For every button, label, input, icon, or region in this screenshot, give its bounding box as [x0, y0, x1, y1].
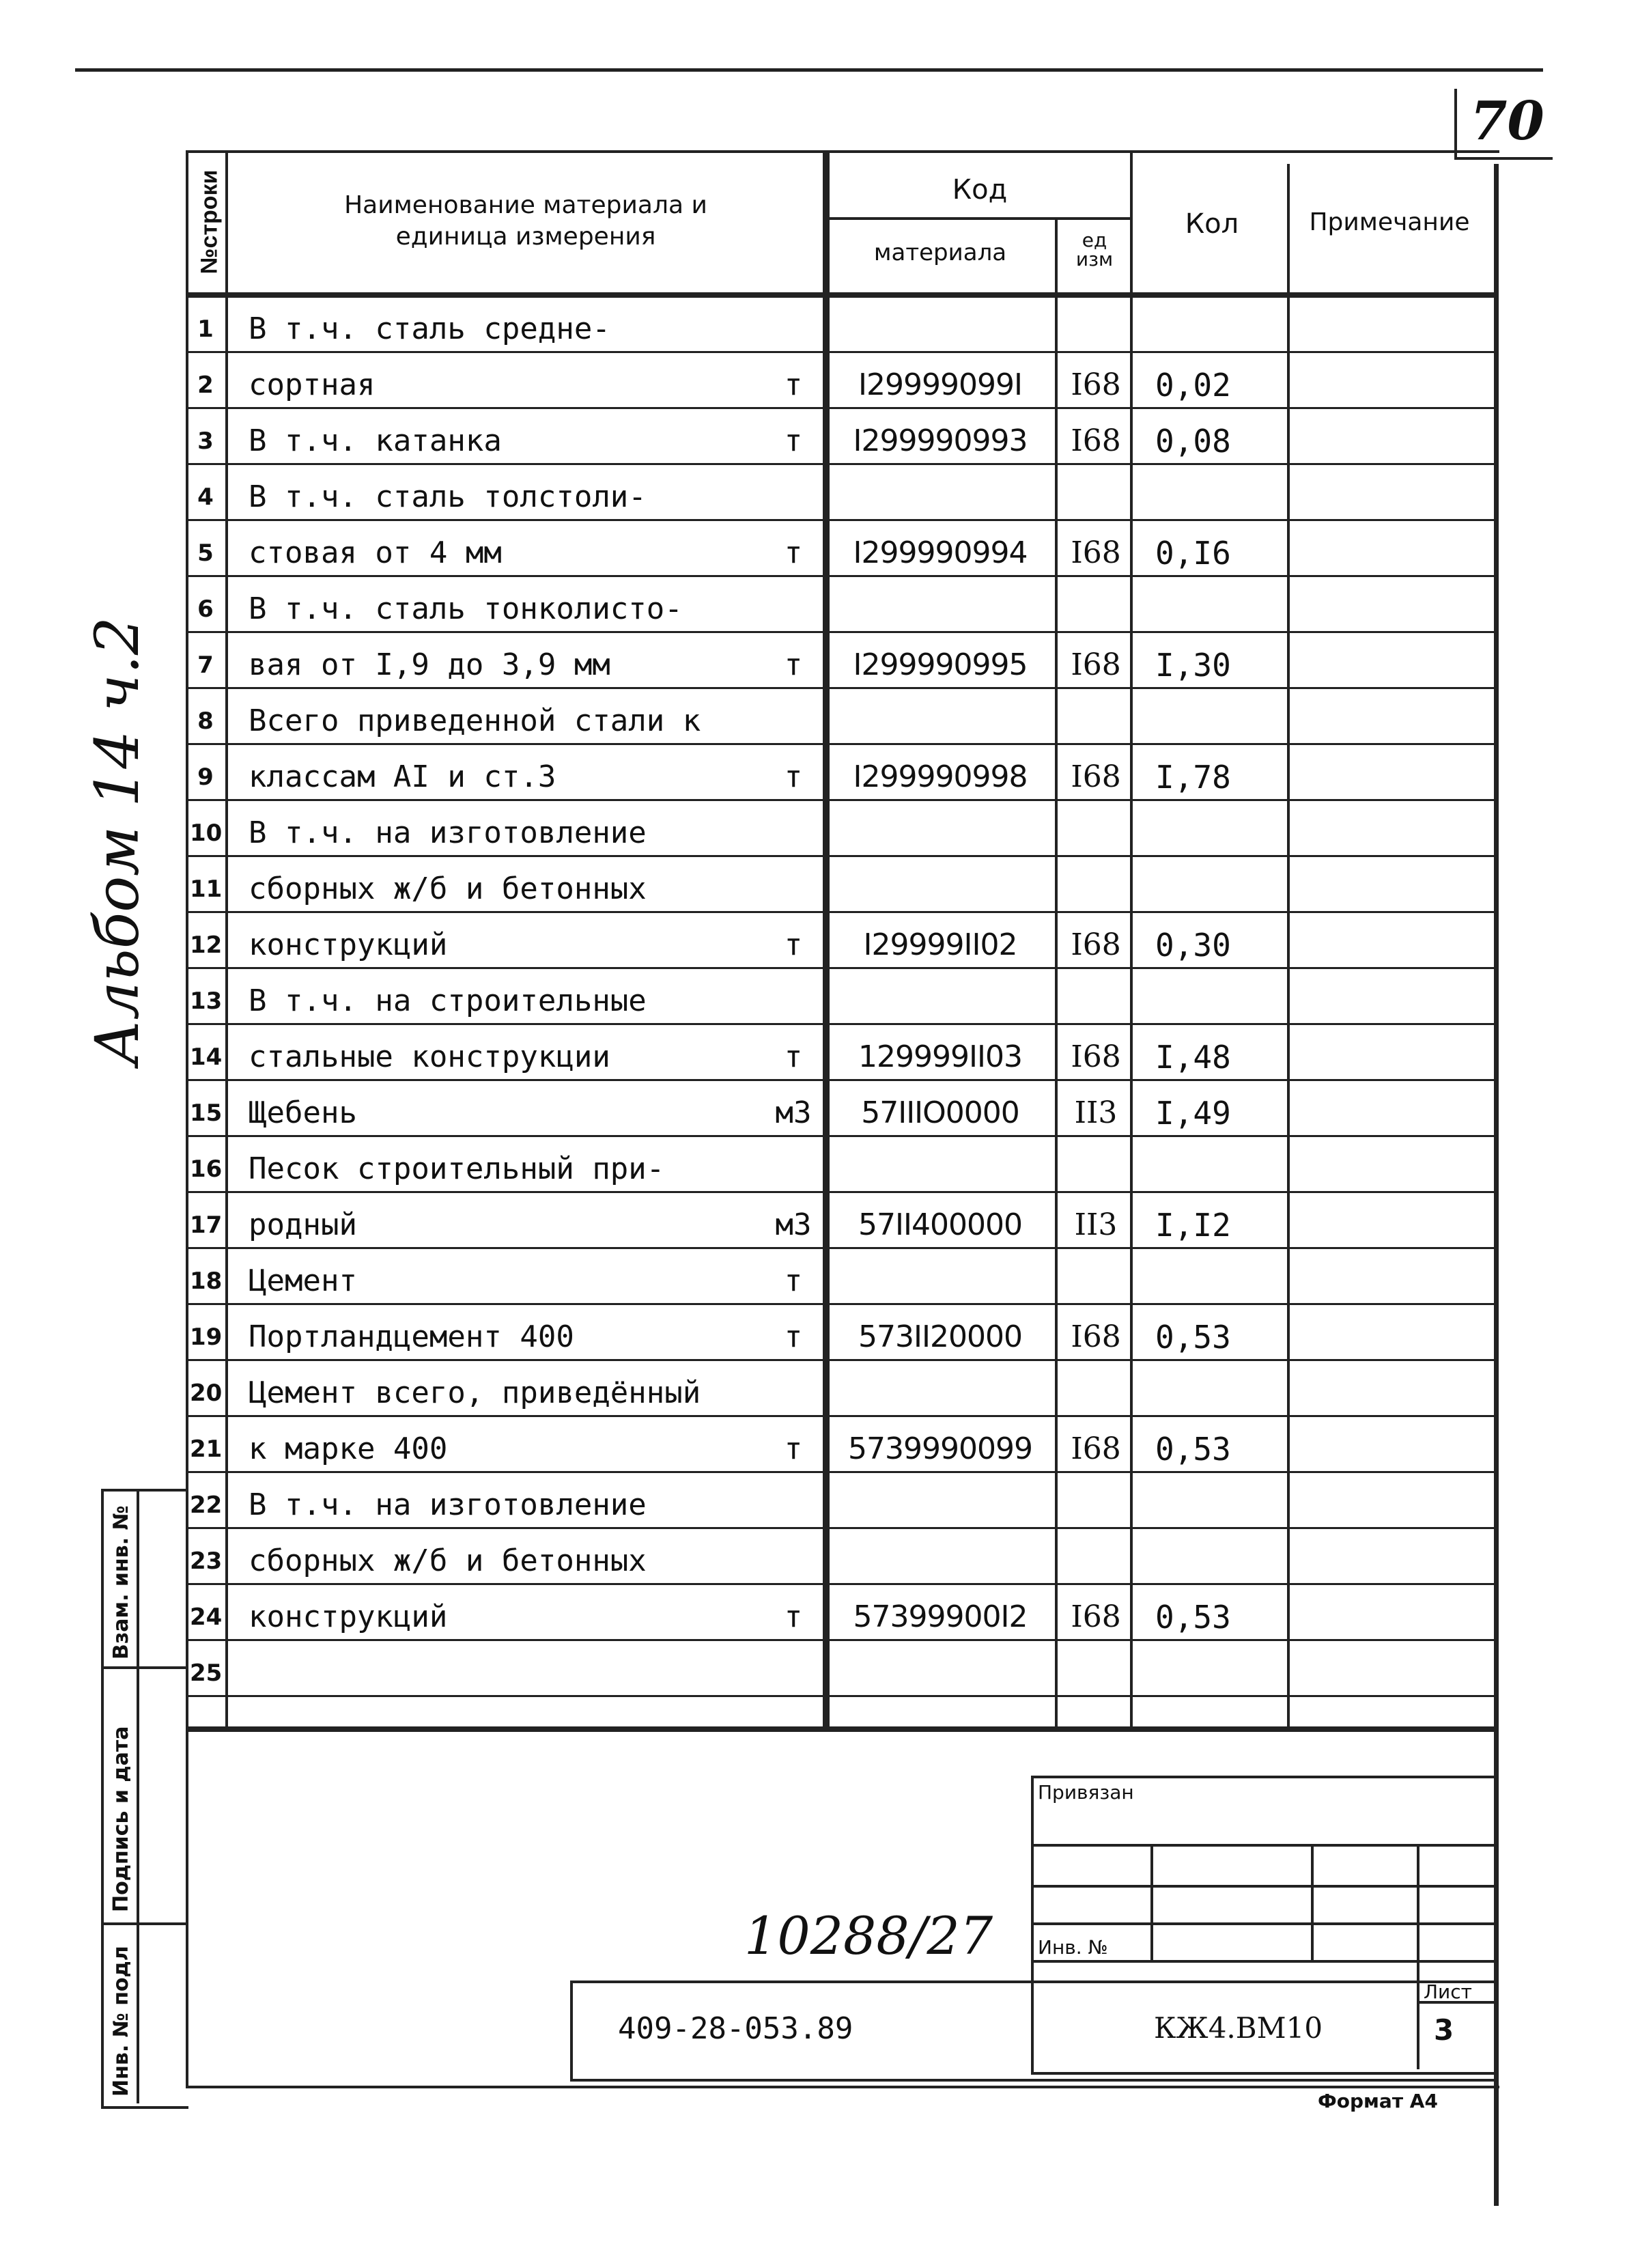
unit-code: I68 — [1071, 535, 1121, 570]
row-rule — [186, 1527, 1497, 1529]
row-rule — [186, 631, 1497, 633]
material-name: сборных ж/б и бетонных — [249, 1543, 647, 1578]
row-rule — [186, 1639, 1497, 1641]
row-rule — [186, 1359, 1497, 1361]
table-row — [186, 1530, 1497, 1586]
material-code: 57II400000 — [858, 1207, 1022, 1242]
unit-of-measure: м3 — [775, 1207, 812, 1242]
row-number: 7 — [197, 652, 214, 679]
quantity — [1142, 802, 1319, 858]
header-name: Наименование материала и единица измерения — [344, 191, 707, 251]
material-code — [828, 690, 1053, 746]
table-bottom-rule — [186, 1726, 1497, 1732]
privyazan-rule-1 — [1031, 1844, 1495, 1847]
row-rule — [186, 519, 1497, 521]
row-rule — [186, 687, 1497, 689]
row-number: 21 — [190, 1436, 223, 1463]
unit-of-measure — [746, 466, 841, 522]
row-rule — [186, 911, 1497, 913]
table-row — [186, 634, 1497, 690]
material-code: I299990998 — [853, 759, 1028, 794]
unit-of-measure — [746, 1362, 841, 1418]
row-number: 12 — [190, 932, 223, 959]
material-code: 5739990099 — [848, 1431, 1032, 1466]
row-number: 25 — [190, 1660, 223, 1687]
row-rule — [186, 575, 1497, 577]
row-number: 10 — [190, 820, 223, 847]
side-stamp-divider — [137, 1489, 139, 2103]
row-number: 23 — [190, 1548, 223, 1575]
table-row — [186, 1362, 1497, 1418]
table-row — [186, 1138, 1497, 1194]
material-code — [828, 1138, 1053, 1194]
unit-code — [1058, 690, 1133, 746]
header-code-unit: ед изм — [1075, 229, 1114, 270]
table-row — [186, 410, 1497, 466]
row-number: 20 — [190, 1380, 223, 1407]
unit-of-measure: т — [784, 423, 803, 458]
quantity — [1142, 1250, 1319, 1306]
stamp-vzam: Взам. инв. № — [109, 1505, 133, 1660]
unit-of-measure — [746, 1530, 841, 1586]
material-name: В т.ч. на строительные — [249, 983, 647, 1018]
privyazan-col-1 — [1150, 1844, 1153, 1960]
unit-of-measure — [746, 1474, 841, 1530]
quantity: I,48 — [1155, 1039, 1231, 1076]
material-name: к марке 400 — [249, 1431, 448, 1466]
unit-code: I68 — [1071, 1319, 1121, 1354]
unit-of-measure: т — [784, 1319, 803, 1354]
row-number: 6 — [197, 596, 214, 623]
material-name: Портландцемент 400 — [249, 1319, 574, 1354]
privyazan-rule-2 — [1031, 1885, 1495, 1888]
unit-of-measure — [746, 1642, 841, 1698]
row-number: 24 — [190, 1604, 223, 1631]
row-rule — [186, 799, 1497, 801]
privyazan-rule-3 — [1031, 1922, 1495, 1925]
unit-of-measure: т — [784, 1039, 803, 1074]
row-number: 5 — [197, 540, 214, 567]
quantity — [1142, 1362, 1319, 1418]
material-code — [828, 1250, 1053, 1306]
quantity: I,49 — [1155, 1095, 1231, 1132]
material-name: родный — [249, 1207, 357, 1242]
stamp-podpis: Подпись и дата — [109, 1726, 133, 1912]
row-number: 16 — [190, 1156, 223, 1183]
sheet-number: 3 — [1434, 2013, 1454, 2047]
material-name: конструкций — [249, 927, 448, 962]
unit-of-measure — [746, 970, 841, 1026]
material-name: Цемент всего, приведённый — [249, 1375, 701, 1410]
quantity — [1142, 1642, 1319, 1698]
row-number: 11 — [190, 876, 223, 903]
material-code — [828, 1474, 1053, 1530]
header-row-number: №строки — [196, 169, 223, 275]
unit-of-measure: т — [784, 759, 803, 794]
table-row — [186, 354, 1497, 410]
unit-code: I68 — [1071, 423, 1121, 458]
row-number: 18 — [190, 1268, 223, 1295]
quantity — [1142, 1530, 1319, 1586]
table-row — [186, 1474, 1497, 1530]
row-rule — [186, 463, 1497, 465]
row-rule — [186, 743, 1497, 745]
privyazan-rule-4 — [1031, 1960, 1495, 1963]
material-code — [828, 578, 1053, 634]
unit-of-measure: т — [784, 927, 803, 962]
material-code — [828, 858, 1053, 914]
table-row — [186, 1306, 1497, 1362]
material-name: Всего приведенной стали к — [249, 703, 701, 738]
row-number: 4 — [197, 484, 214, 511]
table-row — [186, 690, 1497, 746]
unit-of-measure — [746, 1138, 841, 1194]
privyazan-label: Привязан — [1038, 1781, 1134, 1804]
unit-code: I68 — [1071, 1431, 1121, 1466]
quantity: 0,I6 — [1155, 535, 1231, 572]
table-row — [186, 1418, 1497, 1474]
unit-of-measure: т — [784, 1431, 803, 1466]
sheet-code: КЖ4.ВМ10 — [1154, 2011, 1323, 2045]
material-code: 129999II03 — [858, 1039, 1022, 1074]
row-rule — [186, 1415, 1497, 1417]
quantity — [1142, 1138, 1319, 1194]
material-code — [828, 970, 1053, 1026]
table-row — [186, 1586, 1497, 1642]
material-code: I29999II02 — [863, 927, 1017, 962]
quantity: 0,02 — [1155, 367, 1231, 404]
unit-of-measure: т — [784, 1263, 803, 1298]
row-rule — [186, 1191, 1497, 1193]
row-number: 9 — [197, 764, 214, 791]
material-code: 57IIIO0000 — [861, 1095, 1019, 1130]
table-row — [186, 1250, 1497, 1306]
table-row — [186, 1026, 1497, 1082]
row-number: 8 — [197, 708, 214, 735]
material-name: В т.ч. катанка — [249, 423, 502, 458]
unit-of-measure — [746, 690, 841, 746]
unit-code — [1058, 858, 1133, 914]
side-stamp-rule-2 — [101, 1922, 186, 1925]
top-rule — [75, 68, 1543, 72]
unit-code — [1058, 1138, 1133, 1194]
quantity: 0,08 — [1155, 423, 1231, 460]
table-row — [186, 522, 1497, 578]
row-rule — [186, 1135, 1497, 1137]
quantity: 0,53 — [1155, 1599, 1231, 1636]
row-rule — [186, 1023, 1497, 1025]
row-number: 22 — [190, 1492, 223, 1519]
stamp-inv-podl: Инв. № подл — [109, 1946, 133, 2097]
unit-code: I68 — [1071, 1599, 1121, 1634]
unit-code — [1058, 1250, 1133, 1306]
unit-code — [1058, 1362, 1133, 1418]
unit-of-measure: т — [784, 647, 803, 682]
quantity — [1142, 466, 1319, 522]
unit-code: I68 — [1071, 367, 1121, 402]
quantity — [1142, 690, 1319, 746]
row-rule — [186, 1247, 1497, 1249]
table-row — [186, 858, 1497, 914]
inv-no-label: Инв. № — [1038, 1936, 1108, 1959]
table-row — [186, 914, 1497, 970]
material-code: I299990993 — [853, 423, 1028, 458]
material-name: Щебень — [249, 1095, 357, 1130]
header-note: Примечание — [1309, 208, 1470, 236]
quantity: 0,53 — [1155, 1431, 1231, 1468]
quantity — [1142, 970, 1319, 1026]
material-name: стальные конструкции — [249, 1039, 610, 1074]
row-number: 19 — [190, 1324, 223, 1351]
header-bottom-rule — [186, 292, 1497, 298]
unit-of-measure: т — [784, 1599, 803, 1634]
unit-code — [1058, 1530, 1133, 1586]
material-code: 573II20000 — [858, 1319, 1022, 1354]
side-stamp-rule-1 — [101, 1666, 186, 1669]
material-code — [828, 1530, 1053, 1586]
row-number: 2 — [197, 372, 214, 399]
row-rule — [186, 407, 1497, 409]
row-number: 15 — [190, 1100, 223, 1127]
quantity — [1142, 858, 1319, 914]
page-number: 70 — [1470, 90, 1544, 152]
unit-code: I68 — [1071, 927, 1121, 962]
material-name: конструкций — [249, 1599, 448, 1634]
table-row — [186, 578, 1497, 634]
handwritten-number: 10288/27 — [744, 1905, 993, 1966]
table-row — [186, 970, 1497, 1026]
unit-code: II3 — [1074, 1095, 1118, 1130]
table-row — [186, 1082, 1497, 1138]
row-rule — [186, 967, 1497, 969]
unit-code: I68 — [1071, 759, 1121, 794]
material-code — [828, 466, 1053, 522]
row-rule — [186, 855, 1497, 857]
material-name: стовая от 4 мм — [249, 535, 502, 570]
row-rule — [186, 351, 1497, 353]
header-code-group: Код — [952, 174, 1008, 206]
quantity: I,30 — [1155, 647, 1231, 684]
row-rule — [186, 1583, 1497, 1585]
row-rule — [186, 1303, 1497, 1305]
privyazan-col-2 — [1311, 1844, 1314, 1960]
material-code: I299990995 — [853, 647, 1028, 682]
material-name: сортная — [249, 367, 376, 402]
table-row — [186, 1194, 1497, 1250]
material-name: вая от I,9 до 3,9 мм — [249, 647, 610, 682]
unit-code — [1058, 802, 1133, 858]
header-code-material: материала — [873, 239, 1007, 266]
material-code — [828, 298, 1053, 354]
header-code-divider — [828, 217, 1131, 220]
material-code: 57399900I2 — [853, 1599, 1028, 1634]
table-row — [186, 466, 1497, 522]
material-code — [828, 1642, 1053, 1698]
row-number: 3 — [197, 428, 214, 455]
material-name: В т.ч. сталь тонколисто- — [249, 591, 683, 626]
unit-code — [1058, 578, 1133, 634]
material-code: I29999099I — [858, 367, 1022, 402]
album-annotation: Альбом 14 ч.2 — [82, 617, 152, 1065]
quantity: I,I2 — [1155, 1207, 1231, 1244]
quantity: 0,30 — [1155, 927, 1231, 964]
quantity: I,78 — [1155, 759, 1231, 796]
table-row — [186, 802, 1497, 858]
material-name: Цемент — [249, 1263, 357, 1298]
doc-code: 409-28-053.89 — [618, 2011, 853, 2046]
quantity — [1142, 298, 1319, 354]
quantity — [1142, 578, 1319, 634]
row-rule — [186, 1695, 1497, 1697]
material-name: Песок строительный при- — [249, 1151, 665, 1186]
material-code — [828, 1362, 1053, 1418]
unit-code — [1058, 1642, 1133, 1698]
unit-code — [1058, 970, 1133, 1026]
unit-of-measure — [746, 802, 841, 858]
row-rule — [186, 1079, 1497, 1081]
unit-of-measure: т — [784, 367, 803, 402]
unit-code — [1058, 466, 1133, 522]
unit-code — [1058, 298, 1133, 354]
material-name: В т.ч. на изготовление — [249, 1487, 647, 1522]
unit-of-measure — [746, 858, 841, 914]
unit-of-measure: м3 — [775, 1095, 812, 1130]
table-row — [186, 298, 1497, 354]
material-name: сборных ж/б и бетонных — [249, 871, 647, 906]
format-label: Формат А4 — [1318, 2090, 1438, 2112]
material-name: В т.ч. сталь толстоли- — [249, 479, 647, 514]
unit-code: II3 — [1074, 1207, 1118, 1242]
table-row — [186, 1642, 1497, 1698]
material-name: классам AI и ст.3 — [249, 759, 556, 794]
quantity: 0,53 — [1155, 1319, 1231, 1356]
unit-code: I68 — [1071, 647, 1121, 682]
sheet-label: Лист — [1424, 1980, 1472, 2003]
row-number: 13 — [190, 988, 223, 1015]
row-number: 17 — [190, 1212, 223, 1239]
material-name: В т.ч. сталь средне- — [249, 311, 610, 346]
unit-of-measure: т — [784, 535, 803, 570]
unit-of-measure — [746, 298, 841, 354]
row-number: 14 — [190, 1044, 223, 1071]
unit-of-measure — [746, 578, 841, 634]
row-rule — [186, 1471, 1497, 1473]
header-qty: Кол — [1185, 208, 1239, 240]
row-number: 1 — [197, 316, 214, 343]
quantity — [1142, 1474, 1319, 1530]
unit-code — [1058, 1474, 1133, 1530]
material-code — [828, 802, 1053, 858]
material-code: I299990994 — [853, 535, 1028, 570]
material-name: В т.ч. на изготовление — [249, 815, 647, 850]
unit-code: I68 — [1071, 1039, 1121, 1074]
table-row — [186, 746, 1497, 802]
